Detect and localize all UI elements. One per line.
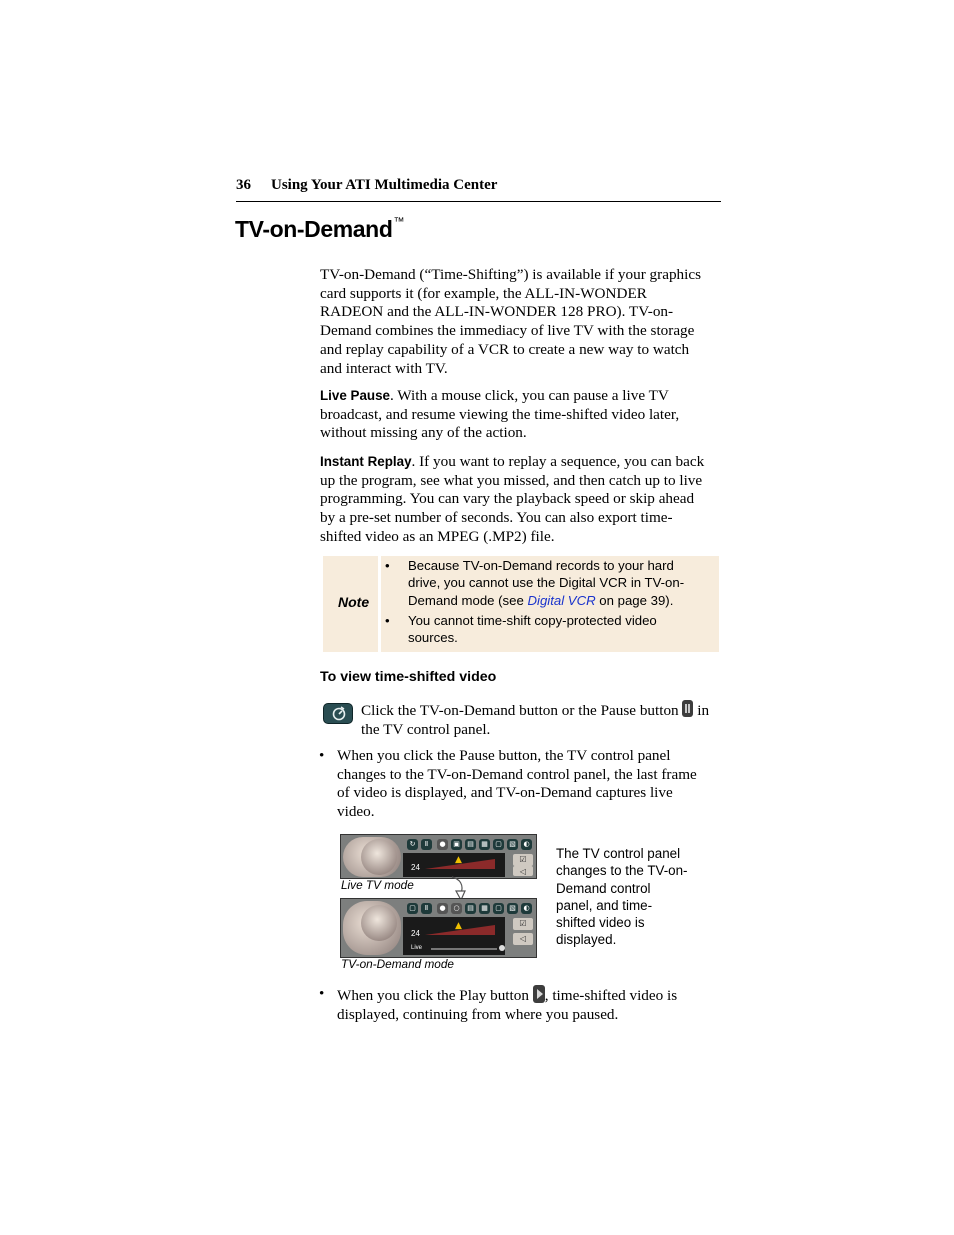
panel-button-icon: ▤ [465, 903, 476, 914]
note-line: You cannot time-shift copy-protected video [408, 613, 657, 628]
note-line: Demand mode (see [408, 592, 528, 608]
live-pause-line: without missing any of the action. [320, 424, 527, 442]
figure-description-line: changes to the TV-on- [556, 863, 688, 879]
panel-button-icon: ▢ [407, 903, 418, 914]
panel-button-icon: ☑ [513, 854, 533, 866]
note-line: sources. [408, 630, 458, 646]
panel-button-icon: ▦ [479, 903, 490, 914]
chapter-title: Using Your ATI Multimedia Center [271, 177, 498, 193]
warning-icon: ▲ [455, 855, 462, 865]
bullet-line: When you click the Pause button, the TV control panel [337, 747, 671, 764]
step-text: in [697, 702, 710, 719]
panel-button-icon: ◁ [513, 866, 533, 876]
pause-button-icon [682, 700, 693, 717]
live-pause-paragraph [320, 387, 679, 443]
panel-button-icon: ◐ [521, 903, 532, 914]
panel-button-icon: ▧ [507, 903, 518, 914]
panel-button-icon: ▢ [493, 903, 504, 914]
intro-line: and interact with TV. [320, 359, 448, 377]
note-label: Note [338, 594, 370, 610]
tv-on-demand-control-panel-image [340, 898, 537, 958]
bullet-mark: • [385, 613, 390, 628]
panel-button-icon: ◁ [513, 933, 533, 945]
live-tv-control-panel-image [340, 834, 537, 879]
panel-button-icon: ● [437, 903, 448, 914]
panel-button-icon: Ⅱ [421, 839, 432, 850]
step-text: Click the TV-on-Demand button or the Pause button [361, 702, 679, 719]
panel-button-icon: ▧ [507, 839, 518, 850]
intro-paragraph [320, 266, 701, 378]
live-pause-line: . With a mouse click, you can pause a live TV [389, 387, 669, 404]
bullet-line: of video is displayed, and TV-on-Demand captures live [337, 784, 673, 802]
trademark-symbol: ™ [393, 216, 405, 228]
bullet-line: , time-shifted video is [544, 987, 678, 1004]
bullet-line: When you click the Play button [337, 987, 529, 1004]
intro-line: RADEON and the ALL-IN-WONDER 128 PRO). TV-on- [320, 303, 674, 321]
channel-number: 24 [411, 929, 420, 938]
pause-bullet-text [337, 747, 697, 822]
intro-line: card supports it (for example, the ALL-IN-WONDER [320, 284, 647, 302]
note-line: Because TV-on-Demand records to your hard [408, 558, 674, 573]
live-pause-line: broadcast, and resume viewing the time-shifted video later, [320, 405, 680, 423]
figure-description-line: The TV control panel [556, 846, 681, 861]
note-label-cell [323, 556, 378, 652]
figure-description-line: Demand control [556, 880, 651, 896]
section-title [235, 216, 404, 243]
figure-description-line: panel, and time- [556, 897, 653, 913]
instant-replay-line: . If you want to replay a sequence, you can back [411, 453, 705, 470]
note-line: on page 39). [595, 592, 674, 608]
panel-display [403, 917, 505, 955]
caption-tv-on-demand-mode: TV-on-Demand mode [341, 957, 454, 971]
figure-description-line: displayed. [556, 932, 617, 948]
panel-button-icon: ▢ [493, 839, 504, 850]
panel-button-icon: ● [437, 839, 448, 850]
bullet-line: video. [337, 803, 375, 821]
bullet-mark: • [319, 747, 325, 764]
play-button-icon [533, 985, 545, 1003]
instant-replay-line: up the program, see what you missed, and then catch up to live [320, 471, 703, 489]
step-text: the TV control panel. [361, 720, 491, 738]
intro-line: TV-on-Demand (“Time-Shifting”) is available if your graphics [320, 266, 702, 283]
instant-replay-line: by a pre-set number of seconds. You can also export time- [320, 509, 673, 527]
caption-live-tv-mode: Live TV mode [341, 878, 414, 892]
bullet-mark: • [385, 558, 390, 573]
section-title-text: TV-on-Demand [235, 216, 393, 242]
play-bullet-text [337, 985, 677, 1024]
panel-button-icon: ▤ [465, 839, 476, 850]
instant-replay-paragraph [320, 453, 704, 547]
instant-replay-line: programming. You can vary the playback speed or skip ahead [320, 490, 695, 508]
live-label: Live [411, 945, 423, 951]
direction-pad-icon [361, 839, 397, 875]
channel-number: 24 [411, 863, 420, 872]
slider-knob [499, 945, 505, 951]
warning-icon: ▲ [455, 921, 462, 931]
header-rule [236, 201, 721, 202]
digital-vcr-link[interactable]: Digital VCR [527, 592, 596, 608]
procedure-step [361, 700, 709, 739]
figure-description-line: shifted video is [556, 915, 645, 931]
running-header [236, 177, 497, 194]
figure-description [556, 845, 688, 949]
procedure-heading: To view time-shifted video [320, 669, 497, 685]
tv-on-demand-button-icon [323, 703, 353, 724]
panel-button-icon: ◐ [521, 839, 532, 850]
panel-button-icon: ▦ [479, 839, 490, 850]
panel-button-icon: ☑ [513, 918, 533, 930]
panel-display [403, 853, 505, 877]
note-content-cell [381, 556, 719, 652]
note-box [323, 556, 719, 652]
panel-button-icon: Ⅱ [421, 903, 432, 914]
time-shift-slider [431, 948, 497, 950]
panel-button-icon: ○ [451, 903, 462, 914]
instant-replay-label: Instant Replay [320, 454, 412, 469]
intro-line: and replay capability of a VCR to create a new way to watch [320, 340, 690, 358]
panel-button-icon: ↻ [407, 839, 418, 850]
bullet-mark: • [319, 985, 325, 1002]
note-line: drive, you cannot use the Digital VCR in TV-on- [408, 575, 685, 591]
panel-button-icon: ▣ [451, 839, 462, 850]
bullet-line: displayed, continuing from where you paused. [337, 1005, 619, 1023]
instant-replay-line: shifted video as an MPEG (.MP2) file. [320, 527, 555, 545]
intro-line: Demand combines the immediacy of live TV with the storage [320, 322, 695, 340]
page-number: 36 [236, 177, 251, 193]
direction-pad-icon [361, 905, 397, 941]
live-pause-label: Live Pause [320, 388, 390, 403]
bullet-line: changes to the TV-on-Demand control panel, the last frame [337, 765, 697, 783]
